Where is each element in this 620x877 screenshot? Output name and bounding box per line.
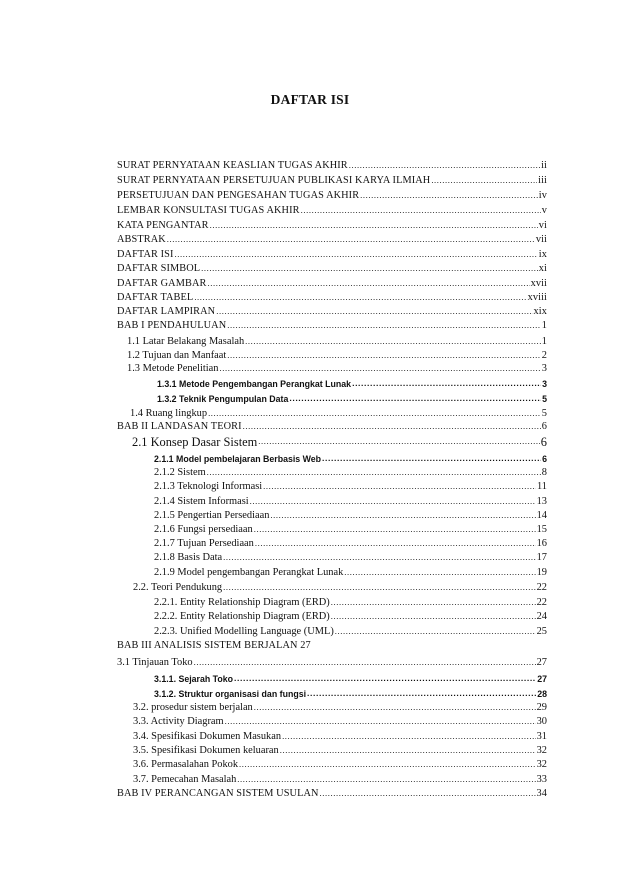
toc-entry-label: 2.1.2 Sistem — [154, 467, 206, 478]
dot-leader — [201, 263, 538, 275]
dot-leader — [239, 759, 536, 771]
toc-entry-page: 32 — [536, 759, 547, 770]
toc-entry-label: 3.7. Pemecahan Masalah — [133, 774, 237, 785]
toc-entry[interactable] — [127, 363, 547, 375]
toc-entry-page: 19 — [536, 567, 547, 578]
toc-entry-label: DAFTAR SIMBOL — [117, 263, 201, 274]
toc-entry[interactable] — [117, 292, 547, 304]
toc-entry-page: 1 — [541, 320, 547, 331]
dot-leader — [227, 350, 541, 362]
dot-leader — [208, 408, 541, 420]
dot-leader — [219, 363, 540, 375]
toc-entry[interactable] — [127, 350, 547, 362]
toc-entry-label: 1.1 Latar Belakang Masalah — [127, 336, 245, 347]
toc-entry-page: 11 — [536, 481, 547, 492]
toc-entry[interactable] — [133, 774, 547, 786]
toc-entry-label: 1.4 Ruang lingkup — [130, 408, 208, 419]
toc-entry[interactable] — [157, 393, 547, 405]
toc-entry[interactable] — [154, 673, 547, 685]
dot-leader — [175, 249, 538, 261]
toc-entry[interactable] — [154, 611, 547, 623]
toc-entry-page: 28 — [537, 689, 547, 699]
toc-entry-label: 3.1 Tinjauan Toko — [117, 657, 193, 668]
toc-entry[interactable] — [127, 336, 547, 348]
toc-entry[interactable] — [133, 716, 547, 728]
toc-entry-label: 3.1.2. Struktur organisasi dan fungsi — [154, 689, 307, 699]
toc-entry[interactable] — [117, 306, 547, 318]
dot-leader — [243, 421, 541, 433]
toc-entry[interactable] — [154, 453, 547, 465]
toc-entry-page: 22 — [536, 597, 547, 608]
toc-entry-page: 24 — [536, 611, 547, 622]
dot-leader — [360, 190, 538, 202]
toc-entry-label: 1.3 Metode Penelitian — [127, 363, 219, 374]
dot-leader — [289, 393, 541, 405]
dot-leader — [255, 538, 536, 550]
toc-entry-label: BAB I PENDAHULUAN — [117, 320, 227, 331]
toc-entry-page: 34 — [536, 788, 547, 799]
dot-leader — [245, 336, 541, 348]
toc-entry-label: KATA PENGANTAR — [117, 220, 209, 231]
toc-entry[interactable] — [133, 745, 547, 757]
toc-entry-page: 16 — [536, 538, 547, 549]
toc-entry-page: xix — [533, 306, 547, 317]
toc-entry-label: 3.1.1. Sejarah Toko — [154, 674, 234, 684]
dot-leader — [223, 552, 536, 564]
dot-leader — [207, 467, 541, 479]
toc-entry-label: BAB II LANDASAN TEORI — [117, 421, 242, 432]
dot-leader — [280, 745, 536, 757]
dot-leader — [320, 788, 536, 800]
toc-entry-page: 3 — [542, 379, 547, 389]
toc-entry[interactable] — [117, 205, 547, 217]
toc-entry[interactable] — [154, 688, 547, 700]
toc-entry[interactable] — [117, 220, 547, 232]
dot-leader — [322, 453, 541, 465]
toc-entry-label: 2.2. Teori Pendukung — [133, 582, 223, 593]
toc-entry[interactable] — [154, 626, 547, 638]
dot-leader — [225, 716, 536, 728]
dot-leader — [254, 524, 536, 536]
toc-entry[interactable] — [154, 496, 547, 508]
dot-leader — [331, 611, 536, 623]
toc-entry-page: 33 — [536, 774, 547, 785]
toc-entry[interactable] — [117, 160, 547, 172]
toc-entry-label: BAB IV PERANCANGAN SISTEM USULAN — [117, 788, 319, 799]
toc-entry-page: 13 — [536, 496, 547, 507]
dot-leader — [234, 673, 536, 685]
toc-entry-page: 31 — [536, 731, 547, 742]
toc-entry-page: 25 — [536, 626, 547, 637]
toc-entry[interactable] — [154, 481, 547, 493]
dot-leader — [431, 175, 537, 187]
toc-entry[interactable] — [117, 421, 547, 433]
toc-entry-page: v — [541, 205, 547, 216]
toc-entry-page: 1 — [541, 336, 547, 347]
dot-leader — [237, 774, 535, 786]
toc-entry-page: 27 — [536, 657, 547, 668]
toc-entry-page: 6 — [542, 454, 547, 464]
toc-entry-label: BAB III ANALISIS SISTEM BERJALAN 27 — [117, 640, 311, 651]
toc-entry[interactable] — [154, 524, 547, 536]
toc-entry-page: 5 — [542, 394, 547, 404]
dot-leader — [194, 657, 536, 669]
toc-entry[interactable] — [133, 582, 547, 594]
toc-entry[interactable] — [130, 408, 547, 420]
dot-leader — [307, 688, 536, 700]
toc-entry-label: DAFTAR LAMPIRAN — [117, 306, 216, 317]
toc-entry-page: 17 — [536, 552, 547, 563]
page-title: DAFTAR ISI — [270, 92, 350, 107]
toc-entry-label: 2.1.5 Pengertian Persediaan — [154, 510, 270, 521]
dot-leader — [344, 567, 535, 579]
toc-entry-page: 3 — [541, 363, 547, 374]
toc-entry-label: 2.2.2. Entity Relationship Diagram (ERD) — [154, 611, 330, 622]
toc-entry[interactable] — [133, 702, 547, 714]
dot-leader — [210, 220, 538, 232]
toc-entry[interactable] — [117, 249, 547, 261]
toc-entry-page: 8 — [541, 467, 547, 478]
toc-entry-label: 1.3.2 Teknik Pengumpulan Data — [157, 394, 289, 404]
toc-entry-label: 3.3. Activity Diagram — [133, 716, 224, 727]
dot-leader — [227, 320, 541, 332]
toc-entry-label: 3.6. Permasalahan Pokok — [133, 759, 239, 770]
toc-entry-page: 5 — [541, 408, 547, 419]
toc-entry-page: 2 — [541, 350, 547, 361]
toc-entry[interactable] — [132, 436, 547, 448]
toc-entry-label: PERSETUJUAN DAN PENGESAHAN TUGAS AKHIR — [117, 190, 360, 201]
toc-entry-label: 2.1.1 Model pembelajaran Berbasis Web — [154, 454, 322, 464]
dot-leader — [282, 731, 536, 743]
toc-entry-page: 14 — [536, 510, 547, 521]
toc-entry[interactable] — [154, 467, 547, 479]
dot-leader — [331, 597, 536, 609]
toc-entry-label: 2.1.4 Sistem Informasi — [154, 496, 249, 507]
toc-entry-label: SURAT PERNYATAAN PERSETUJUAN PUBLIKASI KARYA ILMIAH — [117, 175, 431, 186]
toc-entry-label: 2.2.1. Entity Relationship Diagram (ERD) — [154, 597, 330, 608]
toc-entry[interactable] — [117, 278, 547, 290]
toc-entry-page: vi — [538, 220, 547, 231]
toc-entry-page: xi — [538, 263, 547, 274]
toc-entry[interactable] — [154, 597, 547, 609]
toc-entry[interactable] — [117, 320, 547, 332]
dot-leader — [301, 205, 541, 217]
toc-entry-label: 2.1.9 Model pengembangan Perangkat Lunak — [154, 567, 344, 578]
toc-entry[interactable] — [154, 552, 547, 564]
dot-leader — [223, 582, 535, 594]
toc-entry-page: 29 — [536, 702, 547, 713]
toc-entry[interactable] — [157, 378, 547, 390]
toc-entry-label: DAFTAR TABEL — [117, 292, 194, 303]
toc-entry-label: 2.1.8 Basis Data — [154, 552, 223, 563]
dot-leader — [349, 160, 540, 172]
dot-leader — [254, 702, 536, 714]
toc-entry[interactable] — [117, 788, 547, 800]
toc-entry-label: 3.5. Spesifikasi Dokumen keluaran — [133, 745, 279, 756]
toc-entry-page: xvii — [530, 278, 547, 289]
toc-entry-page: vii — [535, 234, 547, 245]
toc-entry[interactable] — [117, 263, 547, 275]
toc-entry-page: ii — [541, 160, 547, 171]
toc-entry-label: 3.4. Spesifikasi Dokumen Masukan — [133, 731, 282, 742]
toc-entry-page: 22 — [536, 582, 547, 593]
toc-entry[interactable] — [117, 175, 547, 187]
toc-entry-page: ix — [538, 249, 547, 260]
toc-entry[interactable] — [154, 567, 547, 579]
toc-entry-label: 2.1.7 Tujuan Persediaan — [154, 538, 254, 549]
toc-entry[interactable] — [133, 759, 547, 771]
toc-entry-page: 27 — [537, 674, 547, 684]
toc-entry-label: DAFTAR GAMBAR — [117, 278, 207, 289]
toc-entry[interactable] — [117, 190, 547, 202]
toc-entry[interactable] — [117, 640, 547, 652]
toc-entry-label: ABSTRAK — [117, 234, 166, 245]
toc-entry-label: 2.1 Konsep Dasar Sistem — [132, 435, 258, 449]
toc-entry-label: 2.2.3. Unified Modelling Language (UML) — [154, 626, 334, 637]
toc-entry-label: 1.2 Tujuan dan Manfaat — [127, 350, 227, 361]
toc-entry-label: SURAT PERNYATAAN KEASLIAN TUGAS AKHIR — [117, 160, 348, 171]
toc-entry-page: 6 — [541, 421, 547, 432]
toc-entry-page: 6 — [540, 435, 547, 449]
toc-entry[interactable] — [117, 234, 547, 246]
toc-entry-label: 2.1.6 Fungsi persediaan — [154, 524, 253, 535]
toc-entry-page: iii — [538, 175, 547, 186]
toc-entry-page: iv — [538, 190, 547, 201]
toc-entry-page: 30 — [536, 716, 547, 727]
toc-entry-label: 1.3.1 Metode Pengembangan Perangkat Lunak — [157, 379, 352, 389]
toc-entry-label: 3.2. prosedur sistem berjalan — [133, 702, 253, 713]
dot-leader — [207, 278, 529, 290]
toc-entry[interactable] — [133, 731, 547, 743]
dot-leader — [250, 496, 536, 508]
dot-leader — [194, 292, 526, 304]
toc-entry-label: LEMBAR KONSULTASI TUGAS AKHIR — [117, 205, 300, 216]
dot-leader — [258, 436, 540, 448]
toc-entry-label: 2.1.3 Teknologi Informasi — [154, 481, 263, 492]
toc-entry-page: 32 — [536, 745, 547, 756]
toc-entry[interactable] — [117, 657, 547, 669]
dot-leader — [263, 481, 536, 493]
toc-entry-page: 15 — [536, 524, 547, 535]
dot-leader — [270, 510, 535, 522]
dot-leader — [216, 306, 532, 318]
toc-entry-label: DAFTAR ISI — [117, 249, 174, 260]
toc-entry[interactable] — [154, 538, 547, 550]
toc-entry-page: xviii — [527, 292, 547, 303]
dot-leader — [335, 626, 536, 638]
dot-leader — [167, 234, 535, 246]
dot-leader — [352, 378, 541, 390]
toc-entry[interactable] — [154, 510, 547, 522]
